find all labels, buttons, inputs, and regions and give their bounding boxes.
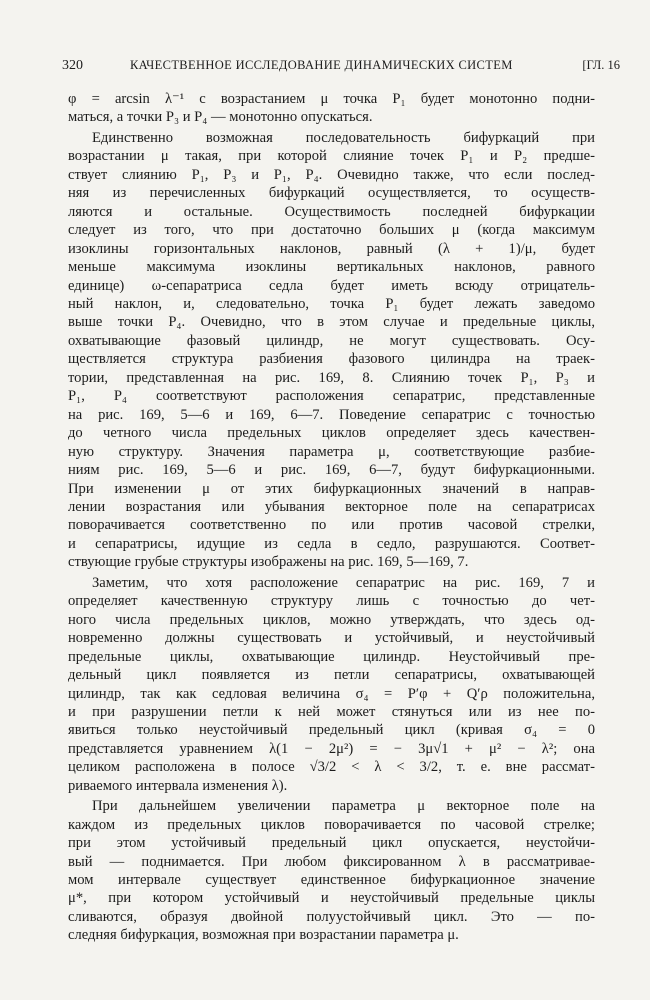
text-line: тории, представленная на рис. 169, 8. Слиянию точек P₁, P₃ и <box>68 369 595 386</box>
text-line: и при разрушении петли к ней может стянуться или из нее по- <box>68 703 595 720</box>
text-line: ниям рис. 169, 5—6 и рис. 169, 6—7, будут бифуркационными. <box>68 462 595 479</box>
text-line: до четного числа предельных циклов определяет здесь качествен- <box>68 425 595 442</box>
text-line: следует из того, что при достаточно больших μ (когда максимум <box>68 222 595 239</box>
text-line: выше точки P₄. Очевидно, что в этом случае и предельные циклы, <box>68 314 595 331</box>
chapter-reference: [ГЛ. 16 <box>582 58 620 72</box>
text-line: сливаются, образуя двойной полуустойчивый цикл. Это — по- <box>68 908 595 925</box>
text-line: риваемого интервала изменения λ). <box>68 777 288 794</box>
text-line: возрастании μ такая, при которой слияние точек P₁ и P₂ предше- <box>68 148 595 165</box>
page-header <box>62 58 620 78</box>
text-line: меньше максимума изоклины вертикальных наклонов, равного <box>68 259 595 276</box>
text-line: маться, а точки P₃ и P₄ — монотонно опускаться. <box>68 109 373 126</box>
text-line: при этом устойчивый предельный цикл опускается, неустойчи- <box>68 835 595 852</box>
text-line: следняя бифуркация, возможная при возрастании параметра μ. <box>68 927 459 944</box>
text-line: определяет качественную структуру лишь с точностью до чет- <box>68 593 595 610</box>
text-line: ный наклон, и, следовательно, точка P₁ будет лежать заведомо <box>68 295 595 312</box>
text-line: ную структуру. Значения параметра μ, соответствующие разбие- <box>68 443 595 460</box>
text-line: цилиндр, так как седловая величина σ₄ = P′φ + Q′ρ положительна, <box>68 685 595 702</box>
text-line: поворачивается соответственно по или против часовой стрелки, <box>68 517 595 534</box>
text-line: целиком расположена в полосе √3/2 < λ < 3/2, т. е. вне рассмат- <box>68 759 595 776</box>
text-line: явиться только неустойчивый предельный цикл (кривая σ₄ = 0 <box>68 722 595 739</box>
text-line: ществляется структура разбиения фазового цилиндра на траек- <box>68 351 595 368</box>
text-line: ствующие грубые структуры изображены на рис. 169, 5—169, 7. <box>68 554 469 571</box>
text-line: При изменении μ от этих бифуркационных значений в направ- <box>68 480 595 497</box>
text-line: каждом из предельных циклов поворачивается по часовой стрелке; <box>68 816 595 833</box>
text-line: единице) ω-сепаратриса седла будет иметь всюду отрицатель- <box>68 277 595 294</box>
text-line: P₁, P₄ соответствуют расположения сепаратрис, представленные <box>68 388 595 405</box>
body-text <box>68 90 595 945</box>
running-title: КАЧЕСТВЕННОЕ ИССЛЕДОВАНИЕ ДИНАМИЧЕСКИХ СИСТЕМ <box>130 58 513 72</box>
text-line: ствует слиянию P₁, P₃ и P₁, P₄. Очевидно также, что если послед- <box>68 166 595 183</box>
text-line: лении возрастания или убывания векторное поле на сепаратрисах <box>68 498 595 515</box>
text-line: мом интервале существует единственное бифуркационное значение <box>68 872 595 889</box>
text-line: новременно должны существовать и устойчивый, и неустойчивый <box>68 630 595 647</box>
text-line: ляются и остальные. Осуществимость последней бифуркации <box>68 203 595 220</box>
paragraph <box>68 797 595 945</box>
text-line: и сепаратрисы, идущие из седла в седло, разрушаются. Соответ- <box>68 535 595 552</box>
text-line: предельные циклы, охватывающие цилиндр. Неустойчивый пре- <box>68 648 595 665</box>
text-line: вый — поднимается. При любом фиксированном λ в рассматривае- <box>68 853 595 870</box>
paragraph <box>68 574 595 795</box>
text-line: μ*, при котором устойчивый и неустойчивый предельные циклы <box>68 890 595 907</box>
text-line: φ = arcsin λ⁻¹ с возрастанием μ точка P₁ будет монотонно подни- <box>68 91 595 107</box>
paragraph <box>68 90 595 127</box>
text-line: дельный цикл появляется из петли сепаратрисы, охватывающей <box>68 667 595 684</box>
text-line: ного числа предельных циклов, можно утверждать, что здесь од- <box>68 611 595 628</box>
text-line: охватывающие фазовый цилиндр, не могут существовать. Осу- <box>68 332 595 349</box>
text-line: изоклины горизонтальных наклонов, равный (λ + 1)/μ, будет <box>68 240 595 257</box>
text-line: представляется уравнением λ(1 − 2μ²) = − 3μ√1 + μ² − λ²; она <box>68 740 595 757</box>
text-line: При дальнейшем увеличении параметра μ векторное поле на <box>92 798 595 815</box>
text-line: на рис. 169, 5—6 и 169, 6—7. Поведение сепаратрис с точностью <box>68 406 595 423</box>
page-number: 320 <box>62 58 83 73</box>
text-line: Единственно возможная последовательность бифуркаций при <box>92 129 595 146</box>
text-line: Заметим, что хотя расположение сепаратрис на рис. 169, 7 и <box>92 574 595 591</box>
paragraph <box>68 129 595 572</box>
text-line: няя из перечисленных бифуркаций осуществляется, то осуществ- <box>68 185 595 202</box>
